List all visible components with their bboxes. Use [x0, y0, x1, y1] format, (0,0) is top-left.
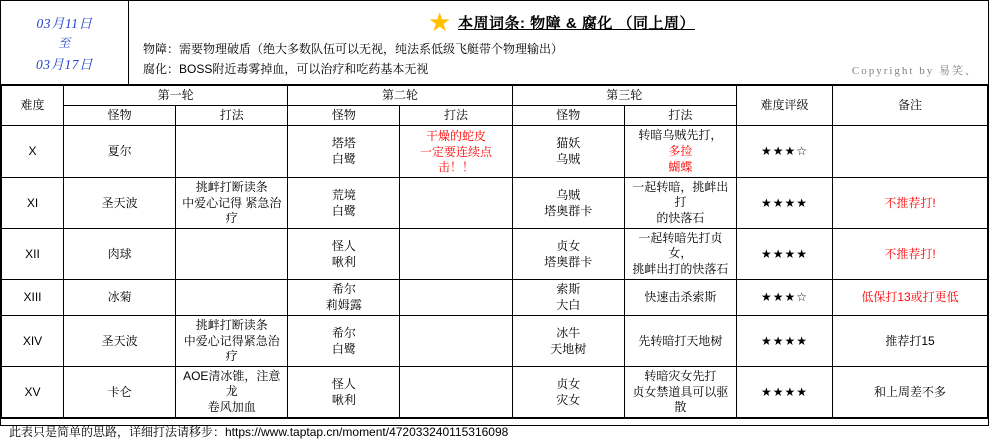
- monster-name: 塔塔: [331, 136, 356, 150]
- difficulty-label: XI: [2, 178, 64, 229]
- round3-strategy: [624, 316, 736, 367]
- strategy-line: 卷风加血: [207, 400, 256, 414]
- strategy-line: 中爱心记得紧急治疗: [183, 334, 280, 363]
- strategy-line: 挑衅打断读条: [195, 180, 268, 194]
- round1-strategy: [176, 280, 288, 316]
- round1-monsters: [64, 229, 176, 280]
- date-range-cell: [1, 1, 129, 84]
- difficulty-label: X: [2, 126, 64, 178]
- monster-name: 猫妖: [556, 136, 581, 150]
- difficulty-rating: ★★★★: [737, 316, 833, 367]
- monster-name: 塔奥群卡: [544, 254, 593, 269]
- monster-name: 贞女: [556, 376, 581, 391]
- round2-strategy: [400, 178, 512, 229]
- round1-monsters: [64, 280, 176, 316]
- monster-name: 希尔: [331, 282, 356, 296]
- table-row: [2, 126, 988, 178]
- monster-name: 夏尔: [107, 144, 132, 158]
- subheader-play-r1: 打法: [176, 106, 288, 126]
- round3-strategy: [624, 126, 736, 178]
- monster-name: 贞女: [556, 238, 581, 253]
- round3-monsters: [512, 126, 624, 178]
- difficulty-label: XIII: [2, 280, 64, 316]
- table-row: [2, 280, 988, 316]
- difficulty-rating: ★★★★: [737, 229, 833, 280]
- round2-monsters: [288, 316, 400, 367]
- row-note: 和上周差不多: [833, 367, 988, 418]
- strategy-line: 快速击杀索斯: [644, 290, 717, 304]
- col-header-note: 备注: [833, 86, 988, 126]
- date-end: 03月17日: [36, 57, 93, 72]
- monster-name: 白鹭: [331, 203, 356, 218]
- header-content: [129, 1, 988, 84]
- col-header-round2: 第二轮: [288, 86, 512, 106]
- difficulty-rating: ★★★★: [737, 367, 833, 418]
- footer-note: [1, 418, 988, 444]
- monster-name: 肉球: [107, 246, 132, 261]
- round1-strategy: [176, 367, 288, 418]
- round1-strategy: [176, 178, 288, 229]
- monster-name: 塔奥群卡: [544, 203, 593, 218]
- strategy-line: 转暗乌贼先打，: [638, 128, 723, 142]
- subheader-play-r2: 打法: [400, 106, 512, 126]
- table-row: [2, 229, 988, 280]
- difficulty-label: XV: [2, 367, 64, 418]
- round1-strategy: [176, 126, 288, 178]
- round2-monsters: [288, 126, 400, 178]
- star-icon: ★: [428, 6, 452, 37]
- strategy-line: 转暗灾女先打: [644, 369, 717, 383]
- row-note: 推荐打15: [833, 316, 988, 367]
- header-band: [1, 1, 988, 85]
- strategy-line: 的快落石: [656, 211, 705, 225]
- strategy-line: 中爱心记得 紧急治疗: [182, 196, 282, 225]
- subheader-monster-r2: 怪物: [288, 106, 400, 126]
- monster-name: 白鹭: [331, 341, 356, 356]
- round1-monsters: [64, 126, 176, 178]
- round2-monsters: [288, 229, 400, 280]
- date-dash: 至: [58, 36, 71, 50]
- round3-strategy: [624, 229, 736, 280]
- footer-text: 此表只是简单的思路，详细打法请移步：https://www.taptap.cn/moment/472033240115316098: [9, 425, 509, 439]
- row-note: [833, 126, 988, 178]
- strategy-line: AOE清冰锥，注意龙: [183, 369, 281, 398]
- strategy-line: 多捡: [668, 144, 693, 158]
- round2-monsters: [288, 280, 400, 316]
- difficulty-rating: ★★★☆: [737, 280, 833, 316]
- round2-strategy: [400, 126, 512, 178]
- round2-monsters: [288, 178, 400, 229]
- monster-name: 圣天波: [101, 195, 138, 210]
- monster-name: 灾女: [556, 392, 581, 407]
- strategy-line: 挑衅出打的快落石: [632, 262, 729, 276]
- title-row: [143, 6, 980, 37]
- round3-monsters: [512, 178, 624, 229]
- row-note: 低保打13或打更低: [833, 280, 988, 316]
- page-title: 本周词条: 物障 & 腐化 （同上周）: [458, 15, 695, 32]
- strategy-line: 一起转暗先打贞女，: [638, 231, 723, 260]
- monster-name: 卡仑: [107, 384, 132, 399]
- col-header-round1: 第一轮: [64, 86, 288, 106]
- strategy-line: 贞女禁道具可以驱散: [632, 385, 729, 414]
- strategy-line: 蝴蝶: [668, 160, 693, 174]
- round3-monsters: [512, 280, 624, 316]
- row-note: 不推荐打!: [833, 178, 988, 229]
- difficulty-rating: ★★★★: [737, 178, 833, 229]
- monster-name: 希尔: [331, 325, 356, 340]
- round3-strategy: [624, 280, 736, 316]
- monster-name: 啾利: [331, 254, 356, 269]
- round3-strategy: [624, 367, 736, 418]
- monster-name: 怪人: [331, 238, 356, 253]
- round1-strategy: [176, 229, 288, 280]
- subheader-monster-r3: 怪物: [512, 106, 624, 126]
- difficulty-label: XIV: [2, 316, 64, 367]
- monster-name: 荒境: [331, 187, 356, 202]
- strategy-line: 挑衅打断读条: [195, 318, 268, 332]
- monster-name: 莉姆露: [325, 298, 362, 312]
- table-row: [2, 316, 988, 367]
- boss-table: [1, 85, 988, 418]
- monster-name: 乌贼: [556, 187, 581, 202]
- col-header-difficulty: 难度: [2, 86, 64, 126]
- round2-strategy: [400, 229, 512, 280]
- difficulty-label: XII: [2, 229, 64, 280]
- round1-monsters: [64, 367, 176, 418]
- strategy-line: 一定要连续点击！！: [420, 144, 493, 174]
- col-header-round3: 第三轮: [512, 86, 736, 106]
- round2-strategy: [400, 316, 512, 367]
- description-line-2: 腐化：BOSS附近毒雾掉血，可以治疗和吃药基本无视: [143, 61, 429, 76]
- monster-name: 冰菊: [107, 290, 132, 304]
- round2-strategy: [400, 280, 512, 316]
- strategy-line: 一起转暗，挑衅出打: [632, 180, 729, 209]
- col-header-rank: 难度评级: [737, 86, 833, 126]
- table-row: [2, 367, 988, 418]
- strategy-line: 干燥的蛇皮: [426, 128, 487, 143]
- round3-monsters: [512, 229, 624, 280]
- round3-monsters: [512, 367, 624, 418]
- monster-name: 圣天波: [101, 333, 138, 348]
- strategy-line: 先转暗打天地树: [638, 333, 723, 348]
- monster-name: 乌贼: [556, 152, 581, 166]
- copyright-text: Copyright by 易笑、: [851, 65, 978, 77]
- monster-name: 天地树: [550, 341, 587, 356]
- monster-name: 白鹭: [331, 152, 356, 166]
- monster-name: 索斯: [556, 282, 581, 296]
- round2-monsters: [288, 367, 400, 418]
- monster-name: 啾利: [331, 392, 356, 407]
- difficulty-rating: ★★★☆: [737, 126, 833, 178]
- round3-strategy: [624, 178, 736, 229]
- subheader-play-r3: 打法: [624, 106, 736, 126]
- table-row: [2, 178, 988, 229]
- date-start: 03月11日: [36, 16, 93, 31]
- row-note: 不推荐打!: [833, 229, 988, 280]
- monster-name: 冰牛: [556, 325, 581, 340]
- monster-name: 大白: [556, 298, 581, 312]
- table-body: [2, 126, 988, 418]
- monster-name: 怪人: [331, 376, 356, 391]
- round1-monsters: [64, 316, 176, 367]
- round2-strategy: [400, 367, 512, 418]
- round1-monsters: [64, 178, 176, 229]
- round3-monsters: [512, 316, 624, 367]
- description-line-1: 物障：需要物理破盾（绝大多数队伍可以无视，纯法系低级飞艇带个物理输出）: [143, 41, 564, 56]
- round1-strategy: [176, 316, 288, 367]
- table-head-row-1: [2, 86, 988, 106]
- subheader-monster-r1: 怪物: [64, 106, 176, 126]
